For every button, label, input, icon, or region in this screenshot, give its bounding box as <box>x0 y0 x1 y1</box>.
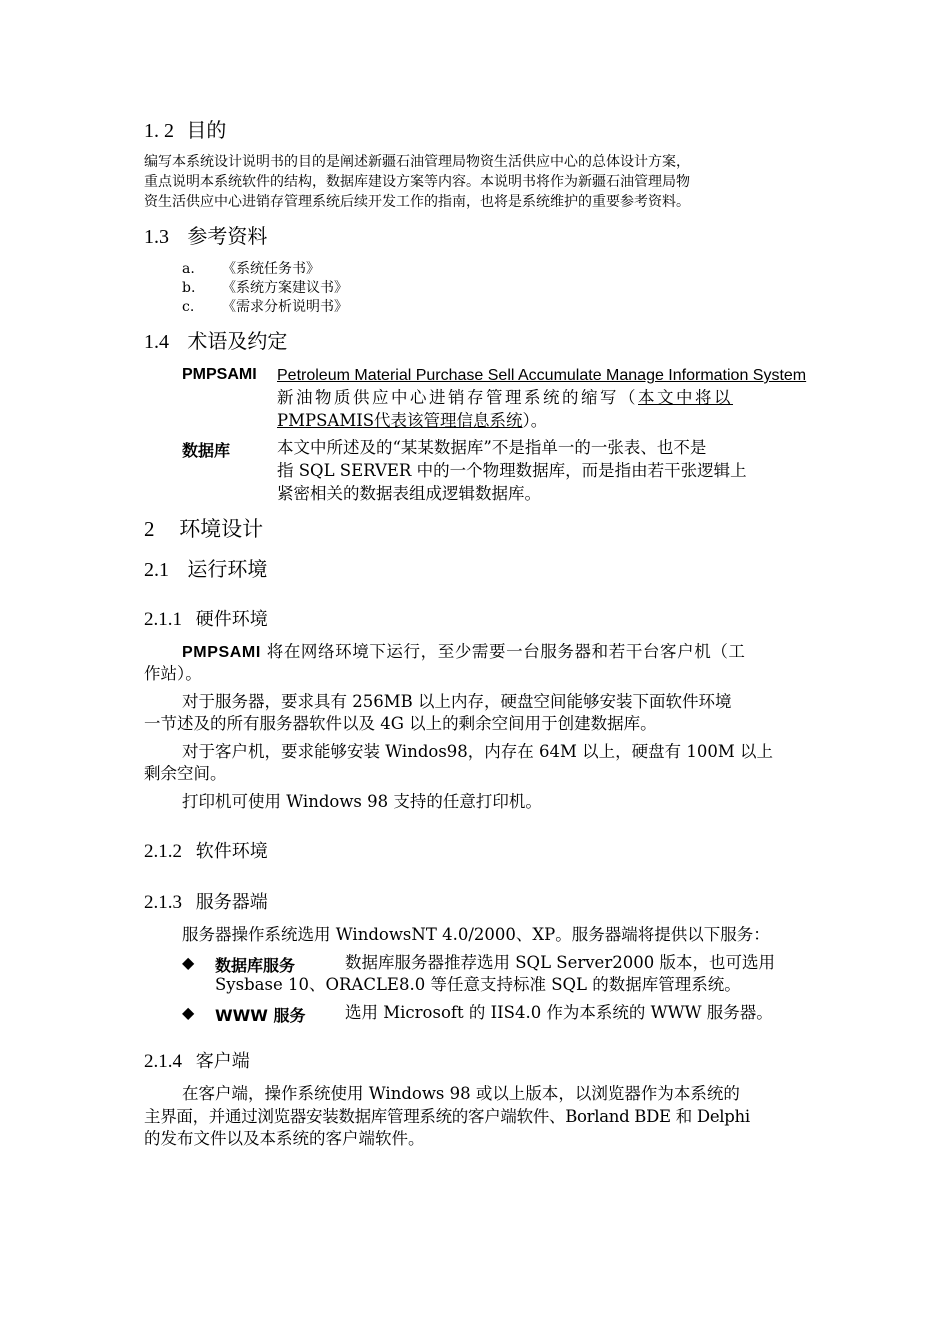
hardware-para-1-line-2: 作站）。 <box>144 664 202 683</box>
bullet-label-www-service: WWW 服务 <box>215 1006 306 1025</box>
hardware-para-2-line-2: 一节述及的所有服务器软件以及 4G 以上的剩余空间用于创建数据库。 <box>144 714 657 733</box>
server-intro: 服务器操作系统选用 WindowsNT 4.0/2000、XP。服务器端将提供以下服务： <box>182 925 770 944</box>
definition-text: 新油物质供应中心进销存管理系统的缩写（ <box>277 388 638 407</box>
client-line-3: 的发布文件以及本系统的客户端软件。 <box>144 1129 425 1148</box>
term-name-pmpsami: PMPSAMI <box>182 366 257 383</box>
term-name-database: 数据库 <box>182 441 231 460</box>
hardware-para-1-line-1 <box>182 641 746 664</box>
diamond-bullet-icon: ◆ <box>182 953 195 972</box>
section-number: 2 <box>144 517 155 541</box>
term-definition-line-2 <box>277 387 733 409</box>
section-number: 2.1 <box>144 559 169 581</box>
term-definition-english: Petroleum Material Purchase Sell Accumulate Manage Information System <box>277 367 807 384</box>
reference-item <box>182 298 348 317</box>
diamond-bullet-icon: ◆ <box>182 1003 195 1022</box>
section-number: 2.1.4 <box>144 1051 182 1072</box>
reference-text: 《系统任务书》 <box>222 261 320 277</box>
section-number: 1.3 <box>144 226 169 248</box>
section-number: 2.1.2 <box>144 841 182 862</box>
definition-text: ）。 <box>522 411 548 430</box>
client-line-2: 主界面，并通过浏览器安装数据库管理系统的客户端软件、Borland BDE 和 Delphi <box>144 1107 750 1126</box>
hardware-para-2-line-1: 对于服务器，要求具有 256MB 以上内存，硬盘空间能够安装下面软件环境 <box>182 692 732 711</box>
section-title: 软件环境 <box>195 841 268 862</box>
database-definition-line-2: 指 SQL SERVER 中的一个物理数据库，而是指由若干张逻辑上 <box>277 461 747 480</box>
hardware-para-3-line-2: 剩余空间。 <box>144 764 227 783</box>
purpose-line-2: 重点说明本系统软件的结构，数据库建设方案等内容。本说明书将作为新疆石油管理局物 <box>144 174 690 190</box>
list-marker: c. <box>182 299 195 315</box>
section-number: 1. 2 <box>144 120 174 142</box>
bullet-label-database-service: 数据库服务 <box>215 956 296 975</box>
section-title: 目的 <box>186 118 227 142</box>
heading-1-2 <box>144 117 226 144</box>
section-title: 术语及约定 <box>187 329 288 353</box>
section-title: 客户端 <box>195 1051 250 1072</box>
section-number: 2.1.3 <box>144 892 182 913</box>
heading-2-1-3 <box>144 891 268 915</box>
bullet-1-line-2: Sysbase 10、ORACLE8.0 等任意支持标准 SQL 的数据库管理系统。 <box>215 975 741 994</box>
section-title: 硬件环境 <box>195 609 268 630</box>
definition-underlined: 本文中将以 <box>638 388 733 407</box>
heading-2-1 <box>144 556 267 583</box>
section-title: 环境设计 <box>179 517 264 541</box>
hardware-para-3-line-1: 对于客户机，要求能够安装 Windos98，内存在 64M 以上，硬盘有 100M 以上 <box>182 742 774 761</box>
hardware-para-4: 打印机可使用 Windows 98 支持的任意打印机。 <box>182 792 542 811</box>
section-number: 2.1.1 <box>144 609 182 630</box>
reference-item <box>182 279 348 298</box>
purpose-line-3: 资生活供应中心进销存管理系统后续开发工作的指南，也将是系统维护的重要参考资料。 <box>144 194 690 210</box>
definition-underlined: PMPSAMIS代表该管理信息系统 <box>277 411 523 430</box>
database-definition-line-3: 紧密相关的数据表组成逻辑数据库。 <box>277 484 541 503</box>
reference-text: 《系统方案建议书》 <box>222 280 348 296</box>
heading-2-1-2 <box>144 840 268 864</box>
client-line-1: 在客户端，操作系统使用 Windows 98 或以上版本，以浏览器作为本系统的 <box>182 1084 740 1103</box>
database-definition-line-1: 本文中所述及的“某某数据库”不是指单一的一张表、也不是 <box>277 438 707 457</box>
section-number: 1.4 <box>144 331 169 353</box>
term-definition-line-3 <box>277 410 547 432</box>
list-marker: a. <box>182 261 195 277</box>
product-name: PMPSAMI <box>182 644 261 661</box>
heading-1-3 <box>144 223 267 250</box>
section-title: 运行环境 <box>187 557 268 581</box>
bullet-2-line-1: 选用 Microsoft 的 IIS4.0 作为本系统的 WWW 服务器。 <box>345 1003 773 1022</box>
section-title: 参考资料 <box>187 224 268 248</box>
heading-2 <box>144 516 263 542</box>
reference-item <box>182 260 320 279</box>
bullet-1-line-1: 数据库服务器推荐选用 SQL Server2000 版本，也可选用 <box>345 953 775 972</box>
heading-2-1-1 <box>144 608 268 632</box>
paragraph-text: 将在网络环境下运行，至少需要一台服务器和若干台客户机（工 <box>260 642 746 661</box>
purpose-line-1: 编写本系统设计说明书的目的是阐述新疆石油管理局物资生活供应中心的总体设计方案， <box>144 154 690 170</box>
section-title: 服务器端 <box>195 892 268 913</box>
reference-text: 《需求分析说明书》 <box>222 299 348 315</box>
heading-1-4 <box>144 328 287 355</box>
heading-2-1-4 <box>144 1050 250 1074</box>
list-marker: b. <box>182 280 196 296</box>
